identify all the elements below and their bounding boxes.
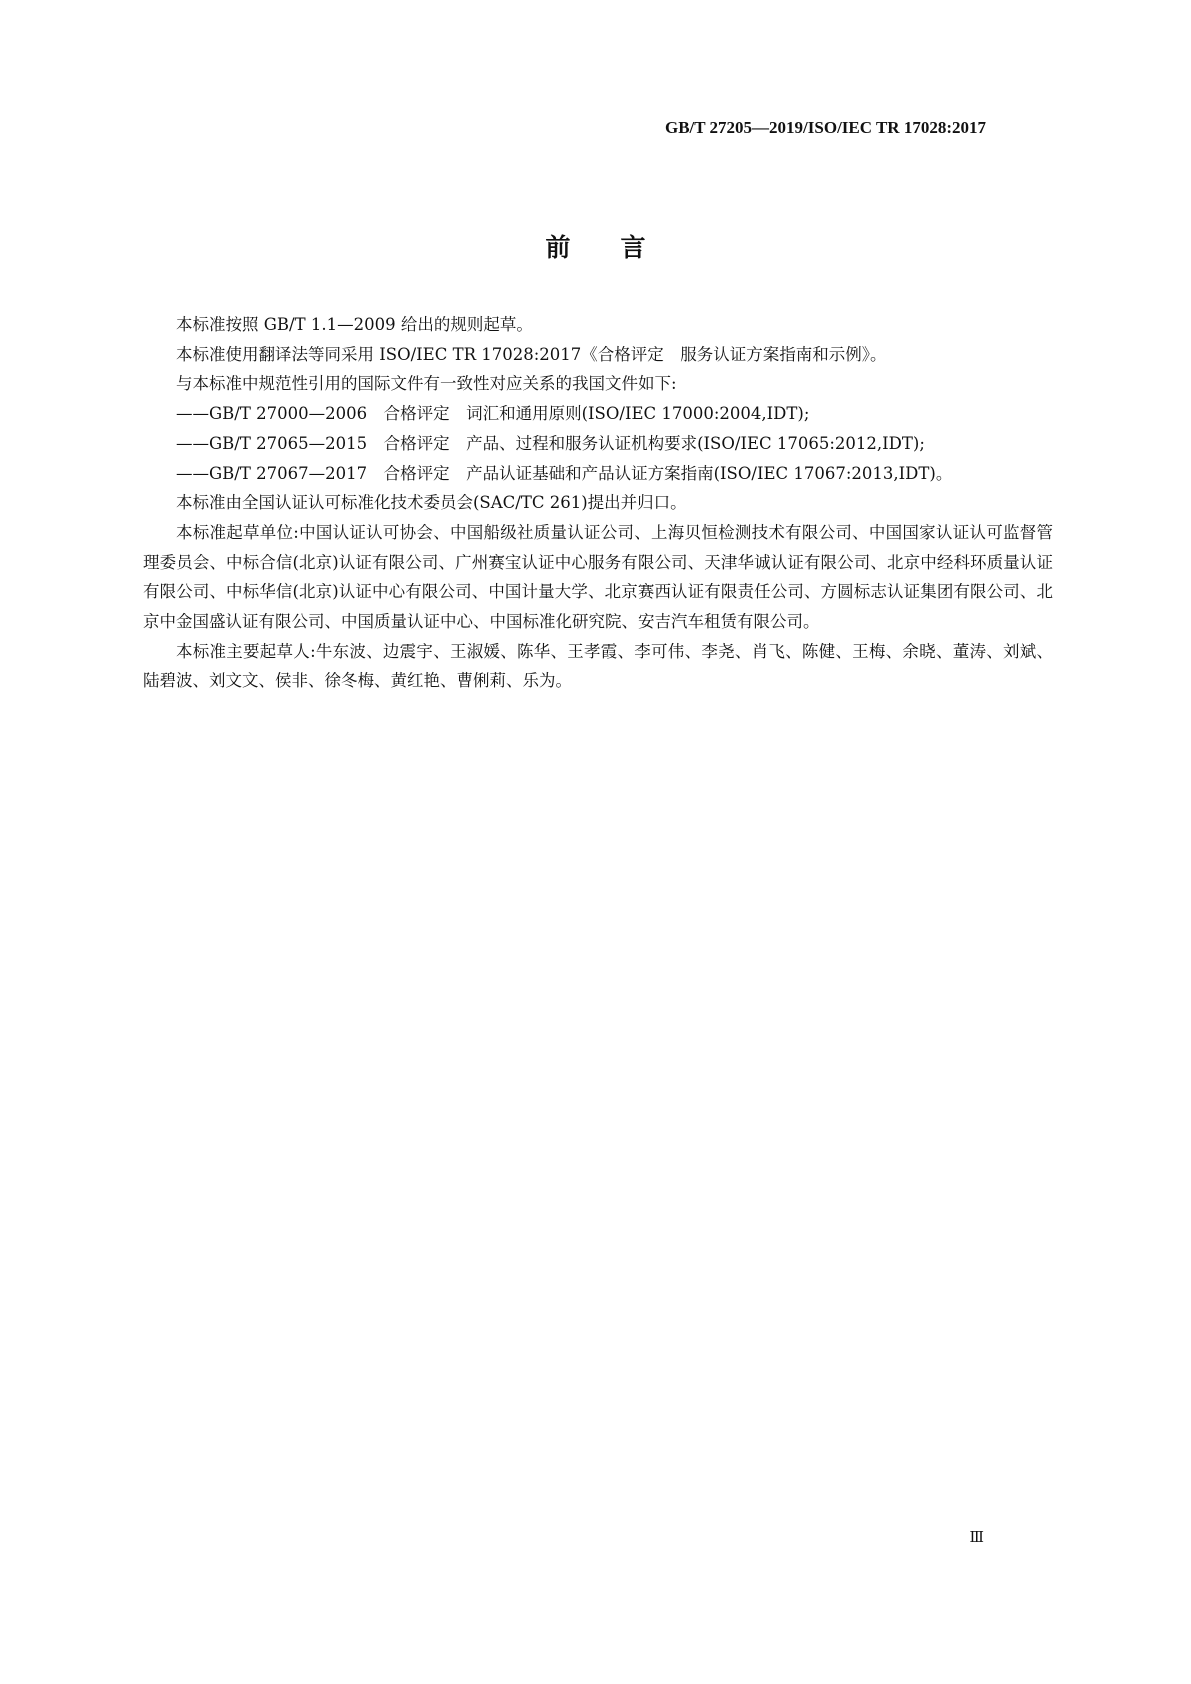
reference-item-27065: ——GB/T 27065—2015 合格评定 产品、过程和服务认证机构要求(ISO/IEC 17065:2012,IDT);	[176, 433, 925, 453]
paragraph-drafting-organizations: 本标准起草单位:中国认证认可协会、中国船级社质量认证公司、上海贝恒检测技术有限公司、中国国家认证认可监督管理委员会、中标合信(北京)认证有限公司、广州赛宝认证中心服务有限公司、天津华诚认证有限公司、北京中经科环质量认证有限公司、中标华信(北京)认证中心有限公司、中国计量大学、北京赛西认证有限责任公司、方圆标志认证集团有限公司、北京中金国盛认证有限公司、中国质量认证中心、中国标准化研究院、安吉汽车租赁有限公司。	[143, 522, 1053, 632]
paragraph-adoption-method: 本标准使用翻译法等同采用 ISO/IEC TR 17028:2017《合格评定 服务认证方案指南和示例》。	[176, 344, 887, 364]
paragraph-proposer: 本标准由全国认证认可标准化技术委员会(SAC/TC 261)提出并归口。	[176, 493, 687, 513]
document-body	[143, 310, 1053, 696]
standard-number-header: GB/T 27205—2019/ISO/IEC TR 17028:2017	[664, 118, 986, 137]
paragraph-drafters: 本标准主要起草人:牛东波、边震宇、王淑媛、陈华、王孝霞、李可伟、李尧、肖飞、陈健、王梅、余晓、董涛、刘斌、陆碧波、刘文文、侯非、徐冬梅、黄红艳、曹俐莉、乐为。	[143, 641, 1053, 691]
page-title: 前言	[545, 233, 696, 262]
paragraph-drafting-rules: 本标准按照 GB/T 1.1—2009 给出的规则起草。	[176, 315, 533, 334]
reference-item-27000: ——GB/T 27000—2006 合格评定 词汇和通用原则(ISO/IEC 17000:2004,IDT);	[176, 404, 810, 424]
page-number: Ⅲ	[969, 1530, 984, 1546]
reference-item-27067: ——GB/T 27067—2017 合格评定 产品认证基础和产品认证方案指南(ISO/IEC 17067:2013,IDT)。	[176, 463, 953, 483]
paragraph-reference-intro: 与本标准中规范性引用的国际文件有一致性对应关系的我国文件如下:	[176, 374, 677, 394]
